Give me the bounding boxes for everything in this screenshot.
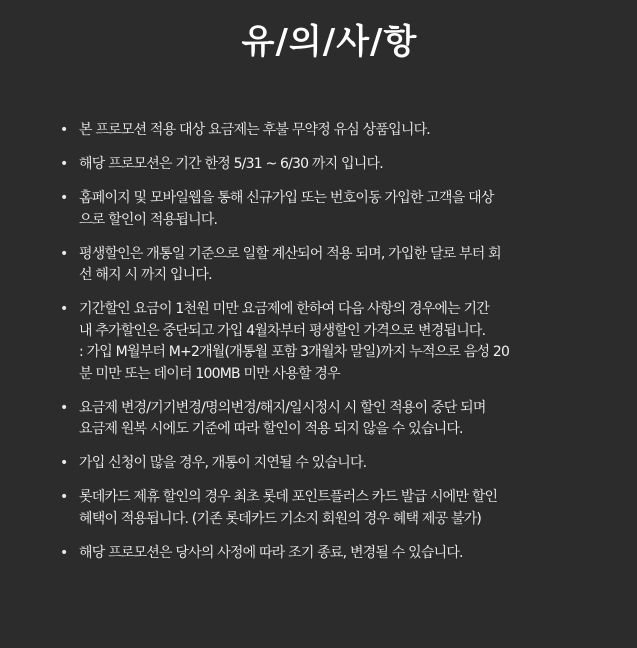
notice-text: 롯데카드 제휴 할인의 경우 최초 롯데 포인트플러스 카드 발급 시에만 할인 (79, 489, 498, 505)
notice-text: : 가입 M월부터 M+2개월(개통월 포함 3개월차 말일)까지 누적으로 음성 20 (79, 344, 510, 360)
bullet-icon: • (60, 245, 69, 262)
list-item (60, 487, 599, 530)
list-item (60, 244, 599, 287)
list-item (60, 398, 599, 441)
notice-text: 본 프로모션 적용 대상 요금제는 후불 무약정 유심 상품입니다. (79, 122, 430, 138)
notice-text: 혜택이 적용됩니다. (기존 롯데카드 기소지 회원의 경우 혜택 제공 불가) (79, 510, 482, 527)
list-item (60, 299, 599, 385)
list-item (60, 543, 599, 565)
page-title: 유/의/사/항 (241, 22, 418, 62)
notice-text: 홈페이지 및 모바일웹을 통해 신규가입 또는 번호이동 가입한 고객을 대상 (79, 190, 494, 206)
list-item (60, 120, 599, 142)
notice-text: 기간할인 요금이 1천원 미만 요금제에 한하여 다음 사항의 경우에는 기간 (79, 301, 489, 317)
notice-text: 해당 프로모션은 당사의 사정에 따라 조기 종료, 변경될 수 있습니다. (79, 544, 463, 561)
bullet-icon: • (60, 455, 69, 471)
bullet-icon: • (60, 190, 69, 206)
notice-text: 요금제 원복 시에도 기준에 따라 할인이 적용 되지 않을 수 있습니다. (79, 421, 463, 437)
notice-text: 선 해지 시 까지 입니다. (79, 267, 212, 283)
notice-text: 분 미만 또는 데이터 100MB 미만 사용할 경우 (79, 365, 340, 382)
bullet-icon: • (60, 156, 69, 172)
notice-text: 내 추가할인은 중단되고 가입 4월차부터 평생할인 가격으로 변경됩니다. (79, 322, 486, 339)
list-item (60, 154, 599, 176)
list-item (60, 188, 599, 231)
list-item (60, 453, 599, 475)
notice-text: 해당 프로모션은 기간 한정 5/31 ~ 6/30 까지 입니다. (79, 156, 383, 172)
bullet-icon: • (60, 122, 69, 138)
notice-text: 요금제 변경/기기변경/명의변경/해지/일시정시 시 할인 적용이 중단 되며 (79, 399, 486, 416)
notice-list (60, 120, 599, 564)
bullet-icon: • (60, 544, 69, 561)
notice-text: 가입 신청이 많을 경우, 개통이 지연될 수 있습니다. (79, 455, 367, 471)
notice-text: 으로 할인이 적용됩니다. (79, 211, 218, 228)
bullet-icon: • (60, 489, 69, 505)
notice-text: 평생할인은 개통일 기준으로 일할 계산되어 적용 되며, 가입한 달로 부터 회 (79, 245, 501, 262)
bullet-icon: • (60, 399, 69, 416)
bullet-icon: • (60, 301, 69, 317)
